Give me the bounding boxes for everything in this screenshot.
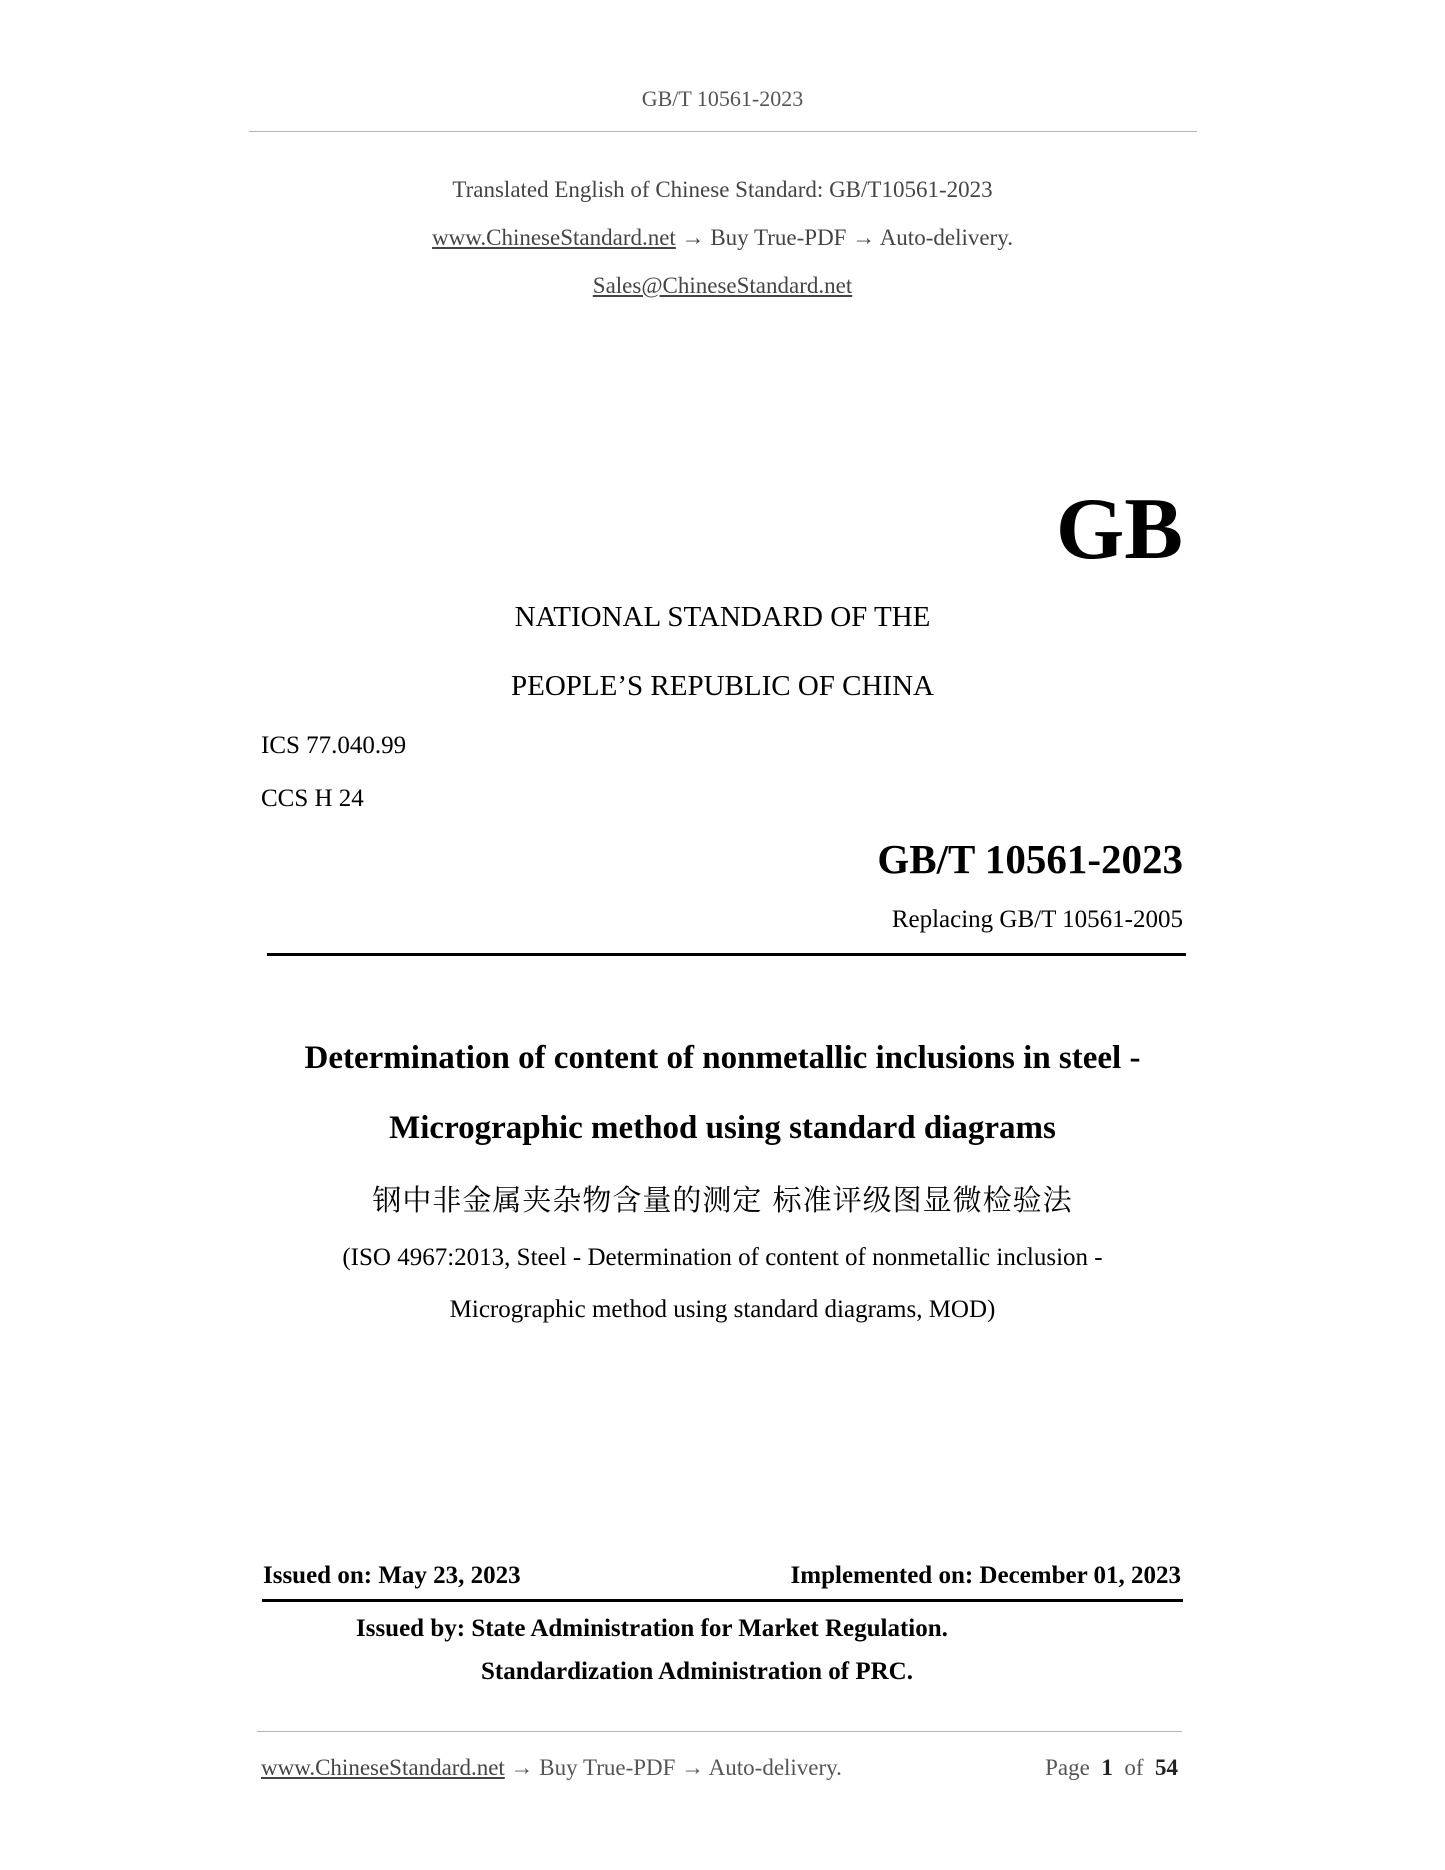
- iso-reference-line-2: Micrographic method using standard diagrams, MOD): [449, 1296, 996, 1323]
- implemented-on-date: Implemented on: December 01, 2023: [790, 1562, 1181, 1589]
- page-label: Page: [1045, 1755, 1090, 1780]
- replacing-standard: Replacing GB/T 10561-2005: [891, 906, 1183, 933]
- gb-mark: GB: [1055, 481, 1183, 578]
- title-english-line-1: Determination of content of nonmetallic inclusions in steel -: [304, 1040, 1141, 1076]
- issued-on-date: Issued on: May 23, 2023: [263, 1562, 521, 1589]
- dates-divider: [262, 1599, 1183, 1602]
- ccs-code: CCS H 24: [261, 785, 364, 812]
- standard-number: GB/T 10561-2023: [877, 836, 1183, 882]
- footer-divider: [257, 1731, 1182, 1732]
- iso-reference-line-1: (ISO 4967:2013, Steel - Determination of content of nonmetallic inclusion -: [342, 1244, 1103, 1271]
- site-link[interactable]: www.ChineseStandard.net: [432, 225, 676, 250]
- footer-purchase-text: → Buy True-PDF → Auto-delivery.: [504, 1755, 842, 1780]
- national-standard-line-2: PEOPLE’S REPUBLIC OF CHINA: [511, 670, 934, 702]
- title-chinese: 钢中非金属夹杂物含量的测定 标准评级图显微检验法: [372, 1183, 1073, 1217]
- email-line: [0, 273, 1445, 299]
- running-header: GB/T 10561-2023: [641, 86, 804, 111]
- page-indicator: [1045, 1755, 1178, 1781]
- ics-code: ICS 77.040.99: [261, 732, 407, 759]
- purchase-text: → Buy True-PDF → Auto-delivery.: [675, 225, 1013, 250]
- issued-by-line-1: Issued by: State Administration for Market Regulation.: [356, 1615, 948, 1642]
- translation-notice: Translated English of Chinese Standard: GB/T10561-2023: [452, 177, 993, 202]
- footer-site-link[interactable]: www.ChineseStandard.net: [261, 1755, 505, 1780]
- page-number: 1: [1101, 1755, 1113, 1780]
- header-divider: [249, 131, 1197, 132]
- issued-by-line-2: Standardization Administration of PRC.: [481, 1658, 913, 1685]
- of-label: of: [1124, 1755, 1144, 1780]
- national-standard-line-1: NATIONAL STANDARD OF THE: [514, 601, 931, 633]
- purchase-line: [0, 225, 1445, 251]
- footer-purchase-line: [261, 1755, 842, 1781]
- sales-email-link[interactable]: Sales@ChineseStandard.net: [592, 273, 853, 298]
- title-english-line-2: Micrographic method using standard diagrams: [389, 1110, 1056, 1146]
- title-divider: [267, 953, 1186, 956]
- total-pages: 54: [1155, 1755, 1178, 1780]
